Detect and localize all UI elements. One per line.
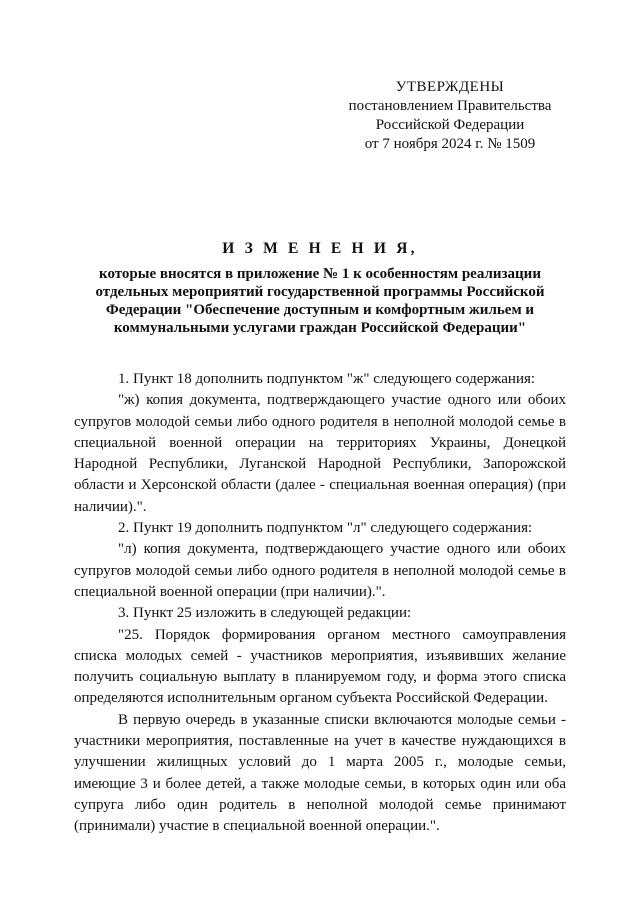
document-body — [74, 369, 566, 838]
paragraph-item-3: 3. Пункт 25 изложить в следующей редакции: — [118, 605, 412, 622]
approval-line-2: Российской Федерации — [375, 117, 525, 133]
heading-title: И З М Е Н Е Н И Я, — [222, 240, 418, 257]
paragraph-subitem-l: "л) копия документа, подтверждающего участие одного или обоих супругов молодой семьи либо одного родителя в неполной молодой семье в специальной военной операции (при наличии).". — [74, 541, 566, 600]
paragraph-item-1: 1. Пункт 18 дополнить подпунктом "ж" следующего содержания: — [118, 371, 536, 387]
approval-line-1: постановлением Правительства — [348, 98, 552, 114]
heading-subtitle: которые вносятся в приложение № 1 к особенностям реализации отдельных мероприятий государственной программы Российской Федерации "Обеспечение доступным и комфортным жильем и коммунальными услугами граждан Российской Федерации" — [95, 266, 545, 336]
approval-title: УТВЕРЖДЕНЫ — [395, 79, 505, 95]
approval-stamp — [330, 78, 570, 154]
paragraph-item-25: "25. Порядок формирования органом местного самоуправления списка молодых семей - участников мероприятия, изъявивших желание получить социальную выплату в планируемом году, и форма этого списка определяются исполнительным органом субъекта Российской Федерации. — [74, 626, 566, 707]
approval-line-3: от 7 ноября 2024 г. № 1509 — [364, 136, 536, 152]
paragraph-priority: В первую очередь в указанные списки включаются молодые семьи - участники мероприятия, поставленные на учет в качестве нуждающихся в улучшении жилищных условий до 1 марта 2005 г., молодые семьи, имеющие 3 и более детей, а также молодые семьи, в которых один или оба супруга либо один родитель в неполной молодой семье принимают (принимали) участие в специальной военной операции.". — [74, 711, 566, 835]
paragraph-item-2: 2. Пункт 19 дополнить подпунктом "л" следующего содержания: — [118, 520, 533, 537]
document-heading — [70, 240, 570, 337]
paragraph-subitem-zh: "ж) копия документа, подтверждающего участие одного или обоих супругов молодой семьи либо одного родителя в неполной молодой семье в специальной военной операции на территориях Украины, Донецкой Народной Республики, Луганской Народной Республики, Запорожской области и Херсонской области (далее - специальная военная операция) (при наличии).". — [74, 392, 566, 515]
